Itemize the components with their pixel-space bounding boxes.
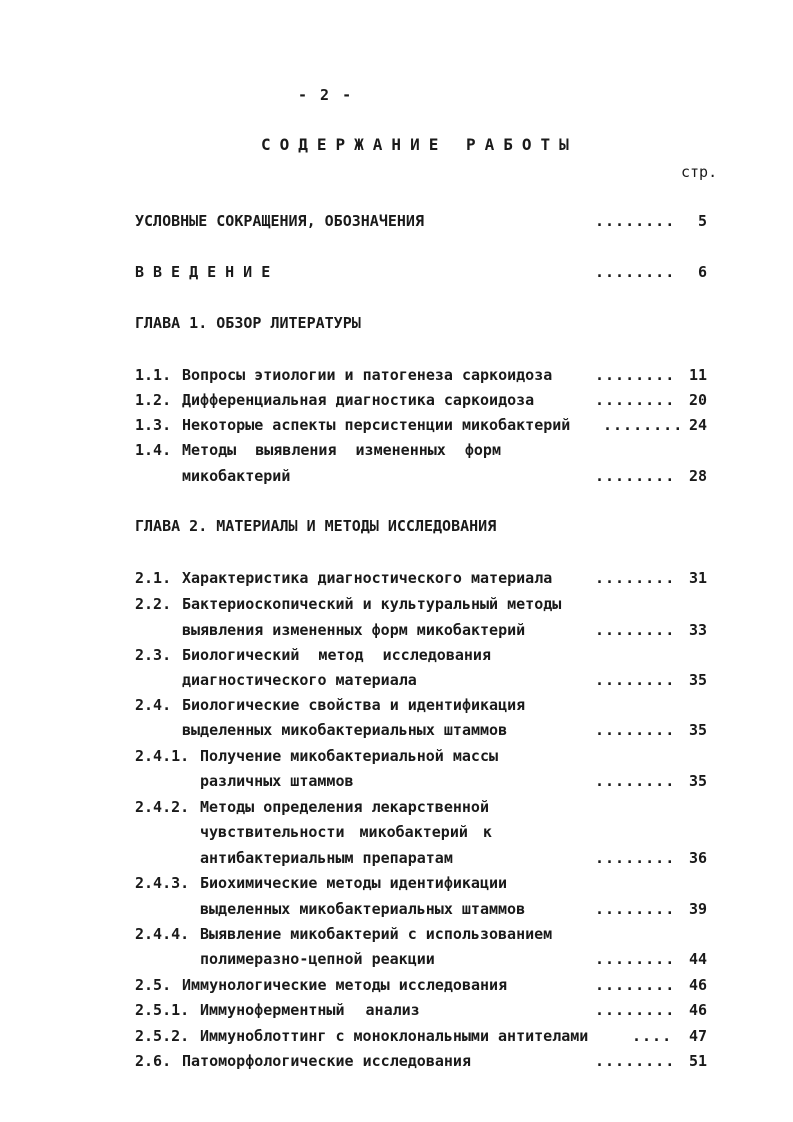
toc-entry-text-continued: выделенных микобактериальных штаммов xyxy=(182,721,508,739)
page-column-label: стр. xyxy=(681,163,718,181)
toc-entry-text: ГЛАВА 2. МАТЕРИАЛЫ И МЕТОДЫ ИССЛЕДОВАНИЯ xyxy=(135,517,497,535)
toc-entry-text: Методы определения лекарственной xyxy=(200,798,489,816)
toc-entry-page: 36 xyxy=(688,849,707,867)
toc-entry-text-continued: чувствительности микобактерий к xyxy=(200,823,492,841)
toc-entry-number: 1.2. xyxy=(135,391,172,409)
toc-entry-text-continued: диагностического материала xyxy=(182,671,417,689)
toc-entry-page: 31 xyxy=(688,569,707,587)
toc-entry-page: 46 xyxy=(688,1001,707,1019)
leader-dots: ........ xyxy=(595,849,676,867)
toc-entry-page: 24 xyxy=(688,416,707,434)
toc-entry-page: 46 xyxy=(688,976,707,994)
toc-entry-page: 5 xyxy=(697,212,707,230)
toc-entry-page: 35 xyxy=(688,721,707,739)
toc-entry-page: 39 xyxy=(688,900,707,918)
leader-dots: ........ xyxy=(603,416,684,434)
leader-dots: ........ xyxy=(595,366,676,384)
leader-dots: ........ xyxy=(595,621,676,639)
toc-entry-text: Иммуноферментный анализ xyxy=(200,1001,420,1019)
leader-dots: ........ xyxy=(595,1052,676,1070)
toc-entry-number: 2.6. xyxy=(135,1052,172,1070)
toc-entry-text: Иммуноблоттинг с моноклональными антителами xyxy=(200,1027,589,1045)
leader-dots: ........ xyxy=(595,391,676,409)
toc-entry-number: 1.3. xyxy=(135,416,172,434)
toc-entry-number: 2.4.3. xyxy=(135,874,190,892)
page-title: СОДЕРЖАНИЕ РАБОТЫ xyxy=(261,135,578,154)
toc-entry-text-continued: выявления измененных форм микобактерий xyxy=(182,621,526,639)
toc-entry-text-continued: различных штаммов xyxy=(200,772,354,790)
toc-entry-text: Методы выявления измененных форм xyxy=(182,441,501,459)
toc-entry-text: Вопросы этиологии и патогенеза саркоидоза xyxy=(182,366,553,384)
toc-entry-number: 2.4.2. xyxy=(135,798,190,816)
toc-entry-number: 2.1. xyxy=(135,569,172,587)
toc-entry-page: 35 xyxy=(688,671,707,689)
leader-dots: ........ xyxy=(595,721,676,739)
leader-dots: ........ xyxy=(595,212,676,230)
page-number: - 2 - xyxy=(298,86,354,104)
toc-entry-text: Дифференциальная диагностика саркоидоза xyxy=(182,391,535,409)
toc-entry-page: 20 xyxy=(688,391,707,409)
toc-entry-text-continued: полимеразно-цепной реакции xyxy=(200,950,435,968)
toc-entry-number: 1.1. xyxy=(135,366,172,384)
toc-entry-number: 2.5.1. xyxy=(135,1001,190,1019)
leader-dots: ........ xyxy=(595,900,676,918)
toc-entry-text: Характеристика диагностического материала xyxy=(182,569,553,587)
toc-entry-text-continued: выделенных микобактериальных штаммов xyxy=(200,900,526,918)
toc-entry-page: 44 xyxy=(688,950,707,968)
toc-entry-page: 47 xyxy=(688,1027,707,1045)
toc-entry-page: 35 xyxy=(688,772,707,790)
toc-entry-number: 2.5. xyxy=(135,976,172,994)
toc-entry-page: 51 xyxy=(688,1052,707,1070)
toc-entry-number: 2.4.1. xyxy=(135,747,190,765)
toc-entry-text: Иммунологические методы исследования xyxy=(182,976,508,994)
toc-entry-text: ВВЕДЕНИЕ xyxy=(135,263,280,281)
toc-entry-page: 33 xyxy=(688,621,707,639)
toc-entry-number: 1.4. xyxy=(135,441,172,459)
toc-entry-number: 2.4.4. xyxy=(135,925,190,943)
leader-dots: ........ xyxy=(595,1001,676,1019)
leader-dots: ........ xyxy=(595,263,676,281)
leader-dots: ........ xyxy=(595,671,676,689)
toc-entry-text: ГЛАВА 1. ОБЗОР ЛИТЕРАТУРЫ xyxy=(135,314,361,332)
toc-entry-text: Биохимические методы идентификации xyxy=(200,874,508,892)
leader-dots: ........ xyxy=(595,569,676,587)
toc-entry-page: 11 xyxy=(688,366,707,384)
toc-entry-text-continued: микобактерий xyxy=(182,467,291,485)
toc-entry-text: Получение микобактериальной массы xyxy=(200,747,499,765)
toc-entry-text-continued: антибактериальным препаратам xyxy=(200,849,453,867)
toc-entry-page: 28 xyxy=(688,467,707,485)
toc-entry-number: 2.5.2. xyxy=(135,1027,190,1045)
leader-dots: ........ xyxy=(595,467,676,485)
toc-entry-text: УСЛОВНЫЕ СОКРАЩЕНИЯ, ОБОЗНАЧЕНИЯ xyxy=(135,212,424,230)
leader-dots: ........ xyxy=(595,772,676,790)
toc-entry-number: 2.4. xyxy=(135,696,172,714)
toc-entry-text: Некоторые аспекты персистенции микобактерий xyxy=(182,416,571,434)
leader-dots: .... xyxy=(632,1027,673,1045)
leader-dots: ........ xyxy=(595,976,676,994)
toc-entry-number: 2.3. xyxy=(135,646,172,664)
toc-entry-text: Бактериоскопический и культуральный методы xyxy=(182,595,562,613)
leader-dots: ........ xyxy=(595,950,676,968)
toc-entry-text: Патоморфологические исследования xyxy=(182,1052,471,1070)
toc-entry-page: 6 xyxy=(697,263,707,281)
toc-entry-number: 2.2. xyxy=(135,595,172,613)
toc-entry-text: Биологические свойства и идентификация xyxy=(182,696,526,714)
toc-entry-text: Выявление микобактерий с использованием xyxy=(200,925,553,943)
toc-entry-text: Биологический метод исследования xyxy=(182,646,491,664)
